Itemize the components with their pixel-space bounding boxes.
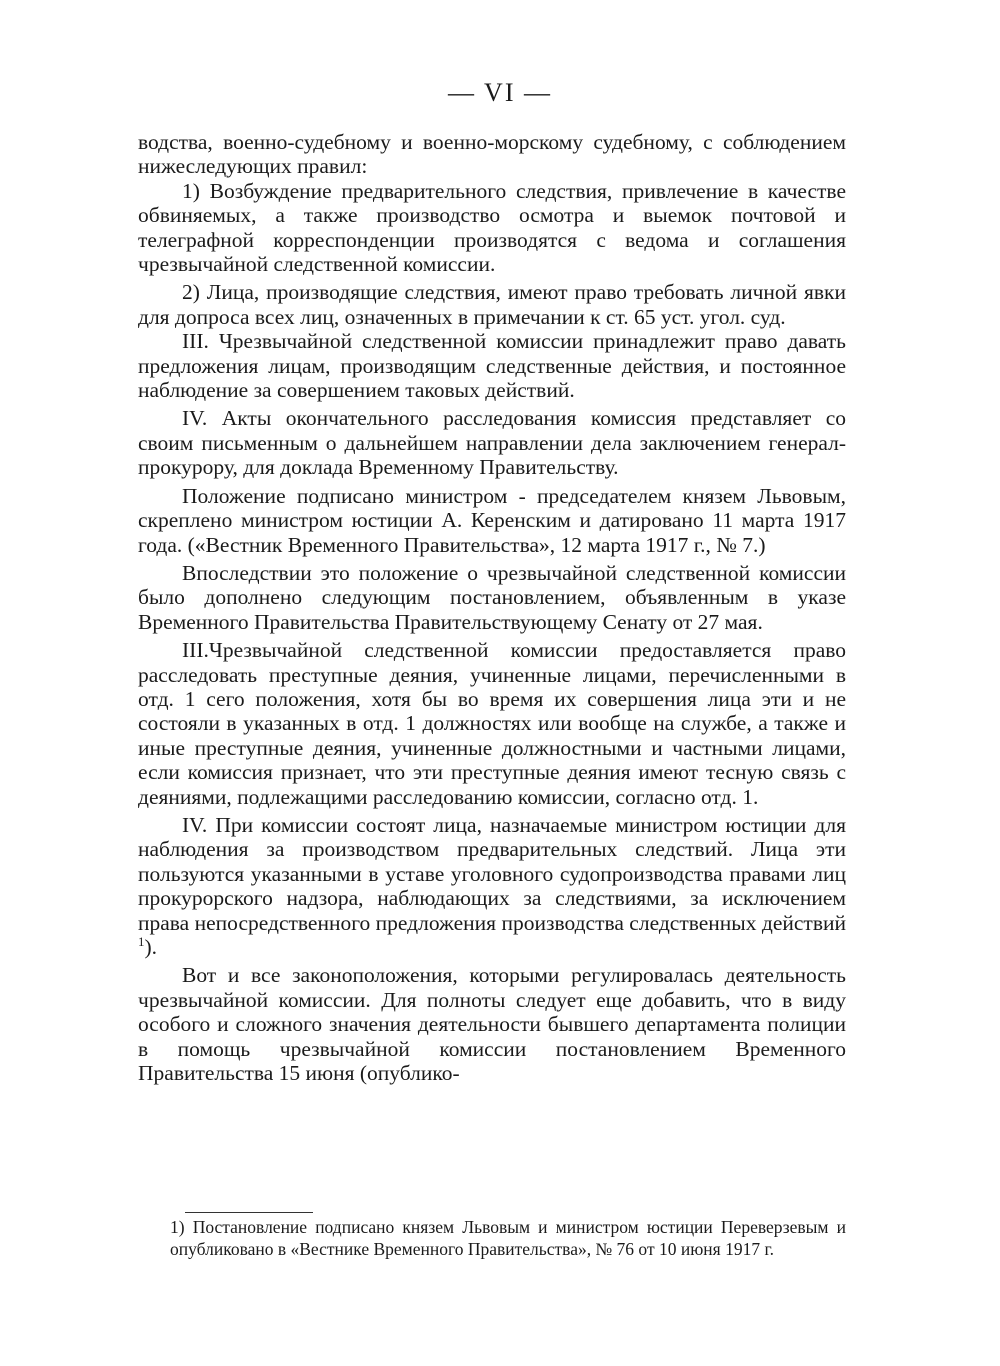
- paragraph-point-2: 2) Лица, производящие следствия, имеют право требовать личной явки для допроса всех лиц, означенных в примечании к ст. 65 уст. угол. суд.: [138, 280, 846, 329]
- amend-iv-text: IV. При комиссии состоят лица, назначаемые министром юстиции для наблюдения за производством предварительных следствий. Лица эти пользуются указанными в уставе уголовного судопроизводства правами лиц прокурорского надзора, наблюдающих за следствиями, за исключением права непосредственного предложения производства следственных действий: [138, 812, 846, 935]
- paragraph-point-1: 1) Возбуждение предварительного следствия, привлечение в качестве обвиняемых, а также производство осмотра и выемок почтовой и телеграфной корреспонденции производятся с ведома и соглашения чрезвычайной следственной комиссии.: [138, 178, 846, 277]
- footnote-marker: 1): [170, 1217, 185, 1237]
- paragraph-section-iv: IV. Акты окончательного расследования комиссия представляет со своим письменным о дальнейшем направлении дела заключением генерал-прокурору, для доклада Временному Правительству.: [138, 406, 846, 480]
- paragraph-signing-note: Положение подписано министром - председателем князем Львовым, скреплено министром юстиции А. Керенским и датировано 11 марта 1917 года. («Вестник Временного Правительства», 12 марта 1917 г., № 7.): [138, 483, 846, 557]
- paragraph-amend-iv: [138, 813, 846, 959]
- page-body: [138, 130, 846, 1085]
- footnote-reference-close: ).: [144, 935, 157, 959]
- paragraph-amendment-intro: Впоследствии это положение о чрезвычайной следственной комиссии было дополнено следующим постановлением, объявленным в указе Временного Правительства Правительствующему Сенату от 27 мая.: [138, 560, 846, 634]
- footnote-divider: [185, 1212, 313, 1213]
- page-number: — VI —: [448, 78, 552, 107]
- footnote-reference: 1: [138, 934, 145, 949]
- footnote-body: [170, 1216, 846, 1260]
- paragraph-conclusion: Вот и все законоположения, которыми регулировалась деятельность чрезвычайной комиссии. Для полноты следует еще добавить, что в виду особого и сложного значения деятельности бывшего департамента полиции в помощь чрезвычайной комиссии постановлением Временного Правительства 15 июня (опублико-: [138, 963, 846, 1086]
- paragraph-continuation: водства, военно-судебному и военно-морскому судебному, с соблюдением нижеследующих правил:: [138, 130, 846, 179]
- paragraph-section-iii: III. Чрезвычайной следственной комиссии принадлежит право давать предложения лицам, производящим следственные действия, и постоянное наблюдение за совершением таковых действий.: [138, 329, 846, 403]
- paragraph-amend-iii: III.Чрезвычайной следственной комиссии предоставляется право расследовать преступные деяния, учиненные лицами, перечисленными в отд. 1 сего положения, хотя бы во время их совершения лица эти и не состояли в указанных в отд. 1 должностях или вообще на службе, а также и иные преступные деяния, учиненные должностными и частными лицами, если комиссия признает, что эти преступные деяния имеют тесную связь с деяниями, подлежащими расследованию комиссии, согласно отд. 1.: [138, 638, 846, 809]
- footnote-text: Постановление подписано князем Львовым и министром юстиции Переверзевым и опубликовано в «Вестнике Временного Правительства», № 76 от 10 июня 1917 г.: [170, 1217, 846, 1259]
- footnote: [170, 1216, 846, 1260]
